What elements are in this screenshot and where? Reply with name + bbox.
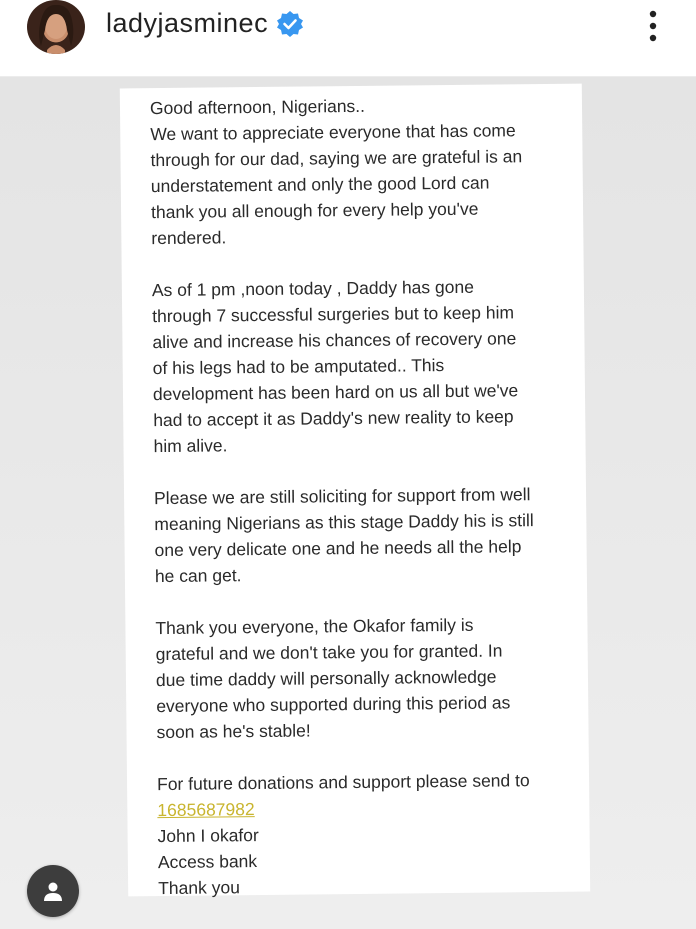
post-header: [0, 0, 696, 77]
note-line: Thank you: [158, 877, 240, 899]
note-line: grateful and we don't take you for granted. In: [155, 640, 503, 665]
avatar[interactable]: [27, 0, 85, 54]
note-line: had to accept it as Daddy's new reality to keep: [153, 406, 514, 431]
note-line: For future donations and support please send to: [156, 770, 530, 795]
account-name: John I okafor: [157, 825, 259, 847]
note-screenshot: [120, 84, 590, 897]
note-line: thank you all enough for every help you've: [150, 198, 479, 223]
note-line: through 7 successful surgeries but to keep him: [152, 302, 515, 327]
more-vertical-icon[interactable]: [640, 8, 666, 46]
note-line: development has been hard on us all but we've: [152, 380, 519, 405]
note-line: understatement and only the good Lord can: [150, 172, 490, 197]
note-line: meaning Nigerians as this stage Daddy his is still: [154, 510, 534, 535]
verified-badge-icon: [276, 10, 304, 38]
bank-name: Access bank: [157, 851, 258, 873]
note-line: alive and increase his chances of recovery one: [152, 328, 517, 353]
note-line: him alive.: [153, 435, 228, 457]
note-line: through for our dad, saying we are grateful is an: [150, 146, 523, 171]
username[interactable]: ladyjasminec: [106, 8, 269, 38]
tagged-people-button[interactable]: [27, 865, 79, 917]
account-number-link[interactable]: 1685687982: [157, 799, 255, 821]
note-line: everyone who supported during this period as: [156, 692, 511, 717]
note-line: Good afternoon, Nigerians..: [149, 95, 366, 119]
note-line: one very delicate one and he needs all the help: [154, 536, 522, 561]
person-icon: [41, 879, 65, 903]
note-line: Please we are still soliciting for support from well: [153, 484, 531, 509]
note-line: due time daddy will personally acknowledge: [155, 666, 497, 691]
note-line: soon as he's stable!: [156, 720, 311, 743]
note-line: Thank you everyone, the Okafor family is: [155, 614, 474, 639]
note-line: We want to appreciate everyone that has come: [150, 120, 516, 145]
note-line: rendered.: [151, 227, 227, 249]
note-line: of his legs had to be amputated.. This: [152, 355, 445, 379]
note-line: As of 1 pm ,noon today , Daddy has gone: [151, 276, 474, 301]
note-line: he can get.: [154, 565, 242, 587]
